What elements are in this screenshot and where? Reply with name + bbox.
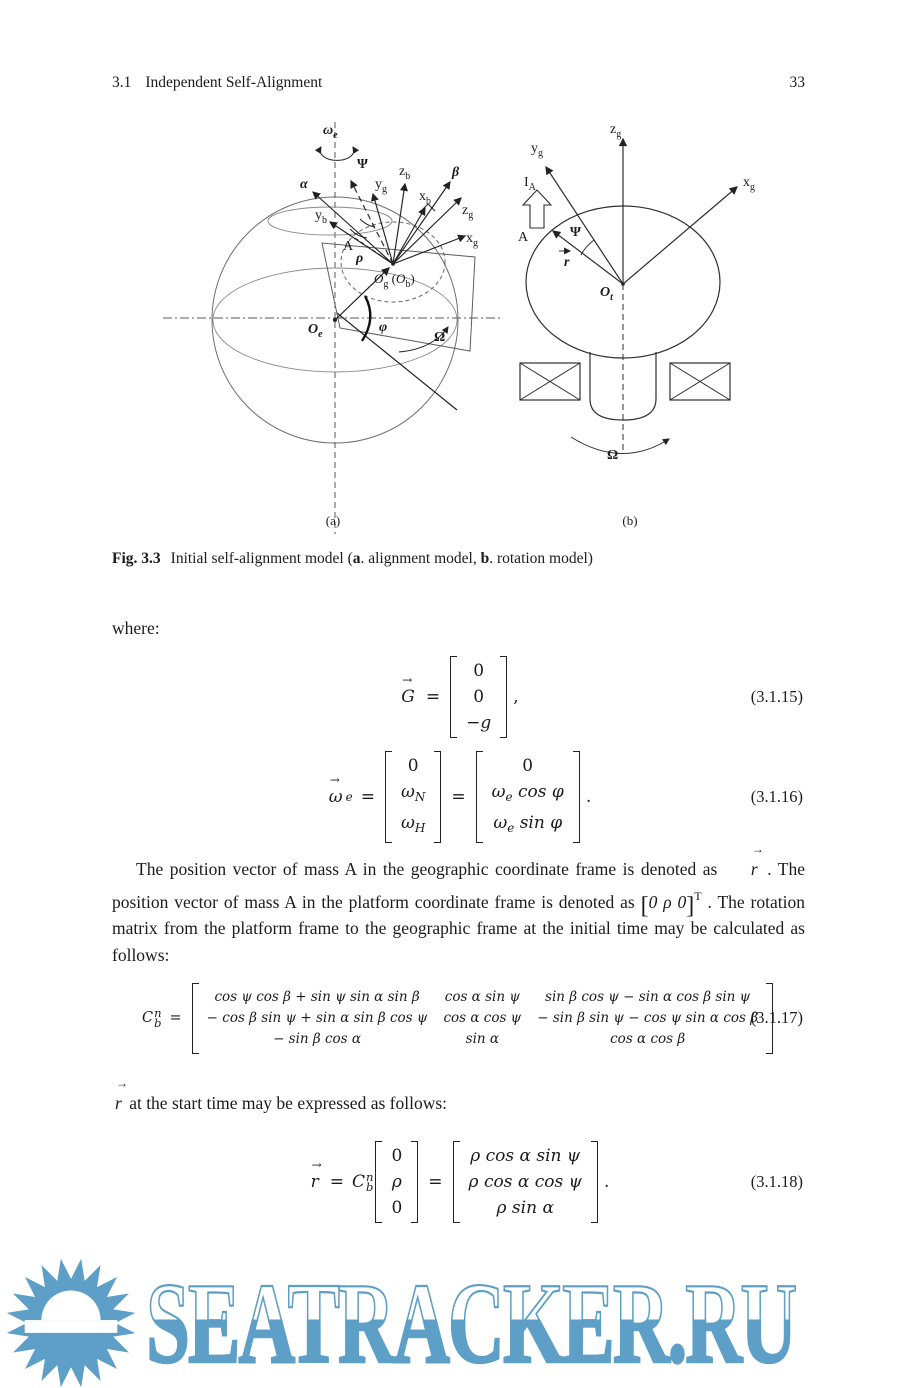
- omega-components-matrix: 0 $\omega_N$ $\omega_H$: [385, 751, 441, 843]
- left-bearing: [520, 363, 580, 400]
- xg-axis-label: $x_g$: [466, 231, 478, 249]
- meridian-reference-line: [337, 313, 457, 410]
- right-bracket: [591, 1141, 598, 1223]
- left-bracket: [375, 1141, 382, 1223]
- rotation-model-diagram: [520, 139, 737, 454]
- g-column-matrix: 0 0 −g: [450, 656, 507, 738]
- equation-3-1-17: C n b = cos ψ cos β + sin ψ sin α sin β cos α sin ψ sin β cos ψ − sin α cos β sin ψ − cos β sin ψ + sin α sin β cos ψ cos α cos ψ − sin β sin ψ − cos ψ sin α cos β − sin β cos α sin α cos α cos β (3.1.17): [112, 978, 805, 1058]
- r-vector-inline: → r: [750, 842, 764, 879]
- mass-point-label-b: A: [518, 230, 529, 245]
- zb-axis-arrow: [393, 184, 405, 264]
- equation-number: (3.1.15): [750, 687, 803, 706]
- yg-axis-label: $y_g$: [375, 177, 387, 195]
- equation-3-1-16: → ω e = 0 $\omega_N$ $\omega_H$ = 0 $\omega_e$ cos φ $\omega_e$ sin φ . (3.1.16): [112, 745, 805, 849]
- psi-angle-arc-b: [581, 240, 594, 255]
- omega-cap-label-b: Ω: [607, 448, 619, 463]
- zg-axis-label: $z_g$: [462, 203, 474, 221]
- section-title: Independent Self-Alignment: [145, 74, 323, 91]
- omega-cap-label-a: Ω: [434, 330, 446, 345]
- where-label: where:: [112, 618, 160, 638]
- alignment-model-diagram: [163, 122, 503, 534]
- earth-rate-rotation-arrow: [320, 147, 354, 160]
- yg-axis-label-b: $y_g$: [531, 141, 543, 159]
- beta-label: β: [452, 165, 460, 180]
- xb-axis-arrow: [393, 208, 425, 264]
- r-start-time-line: → r at the start time may be expressed as follows:: [112, 1090, 805, 1117]
- right-bearing: [670, 363, 730, 400]
- accelerometer-block-arrow: [523, 190, 551, 228]
- mass-point-label: A: [343, 239, 354, 254]
- zg-axis-arrow: [393, 198, 461, 264]
- omega-e-vector: → ω: [328, 773, 343, 807]
- psi-label-b: Ψ: [570, 225, 581, 240]
- equation-3-1-15: → G = 0 0 −g , (3.1.15): [112, 643, 805, 751]
- accelerometer-label: $I_A$: [524, 175, 536, 193]
- figure-3-3: [150, 108, 800, 548]
- page-header: [112, 74, 805, 92]
- right-bracket: [411, 1141, 418, 1223]
- alignment-model-labels: [300, 123, 478, 528]
- figure-caption-label: Fig. 3.3: [112, 550, 161, 567]
- sun-horizon-band: [25, 1320, 118, 1333]
- rho-label: ρ: [356, 251, 364, 266]
- table-origin-label: $O_t$: [600, 285, 613, 303]
- latitude-circle: [268, 207, 392, 235]
- subfigure-a-label: (a): [325, 513, 341, 528]
- table-origin-dot: [621, 282, 625, 286]
- earth-center-label: $O_e$: [308, 322, 323, 340]
- rotation-matrix: cos ψ cos β + sin ψ sin α sin β cos α sin ψ sin β cos ψ − sin α cos β sin ψ − cos β sin ψ + sin α sin β cos ψ cos α cos ψ − sin β sin ψ − cos ψ sin α cos β − sin β cos α sin α cos α cos β: [192, 983, 773, 1054]
- page-number: 33: [789, 74, 805, 91]
- yg-axis-arrow: [373, 194, 393, 264]
- left-bracket: [450, 656, 457, 738]
- r-vector-inline: → r: [115, 1076, 128, 1113]
- equation-number: (3.1.18): [750, 1172, 803, 1191]
- r-vector: → r: [310, 1158, 322, 1192]
- earth-rate-label: $\omega_e$: [323, 123, 338, 141]
- subfigure-b-label: (b): [622, 513, 638, 528]
- zb-axis-label: $z_b$: [399, 164, 411, 182]
- xb-axis-label: $x_b$: [419, 189, 431, 207]
- platform-position-matrix: 0 ρ 0: [375, 1141, 418, 1223]
- body-paragraph: The position vector of mass A in the geographic coordinate frame is denoted as → r . The position vector of mass A in the platform coordinate frame is denoted as [0 ρ 0]$^T$ . The rotation matrix from the platform frame to the geographic frame at the initial time may be calculated as follows:: [112, 842, 805, 965]
- platform-origin-label: $O_g$ $(O_b)$: [374, 271, 415, 290]
- alpha-label: α: [300, 177, 308, 192]
- earth-center-dot: [333, 318, 337, 322]
- right-bracket: [500, 656, 507, 738]
- c-sup-sub: n b: [366, 1170, 374, 1194]
- table-rotation-arc: [571, 437, 669, 454]
- figure-caption: Fig. 3.3 Initial self-alignment model (a. alignment model, b. rotation model): [112, 550, 593, 567]
- right-bracket: [573, 751, 580, 843]
- yb-axis-label: $y_b$: [315, 208, 327, 226]
- vector-arrow: →: [329, 773, 340, 787]
- left-bracket: [: [640, 892, 649, 919]
- psi-label: Ψ: [357, 157, 368, 172]
- watermark-sun-logo: [2, 1254, 140, 1388]
- platform-origin-dot: [391, 262, 395, 266]
- equation-number: (3.1.17): [750, 1008, 803, 1027]
- vector-arrow: →: [402, 673, 413, 687]
- zg-axis-label-b: $z_g$: [610, 122, 622, 140]
- equation-3-1-18: → r = C n b 0 ρ 0 = ρ cos α sin ψ ρ cos α cos ψ ρ sin α . (3.1.18): [112, 1130, 805, 1234]
- equation-number: (3.1.16): [750, 787, 803, 806]
- xg-axis-label-b: $x_g$: [743, 175, 755, 193]
- left-bracket: [192, 983, 199, 1054]
- r-vector-label: r: [564, 255, 570, 270]
- c-sup-sub: n b: [154, 1006, 162, 1030]
- left-bracket: [453, 1141, 460, 1223]
- xg-axis-arrow-b: [623, 187, 737, 284]
- phi-label: φ: [379, 320, 388, 335]
- left-bracket: [385, 751, 392, 843]
- right-bracket: [434, 751, 441, 843]
- watermark-text: SEATRACKER.RU: [146, 1260, 796, 1388]
- rotation-model-labels: [518, 122, 755, 528]
- left-bracket: [476, 751, 483, 843]
- g-vector: → G: [401, 673, 415, 707]
- omega-trig-matrix: 0 $\omega_e$ cos φ $\omega_e$ sin φ: [476, 751, 580, 843]
- right-bracket: ]: [686, 892, 695, 919]
- geographic-position-matrix: ρ cos α sin ψ ρ cos α cos ψ ρ sin α: [453, 1141, 598, 1223]
- section-number: 3.1: [112, 74, 132, 91]
